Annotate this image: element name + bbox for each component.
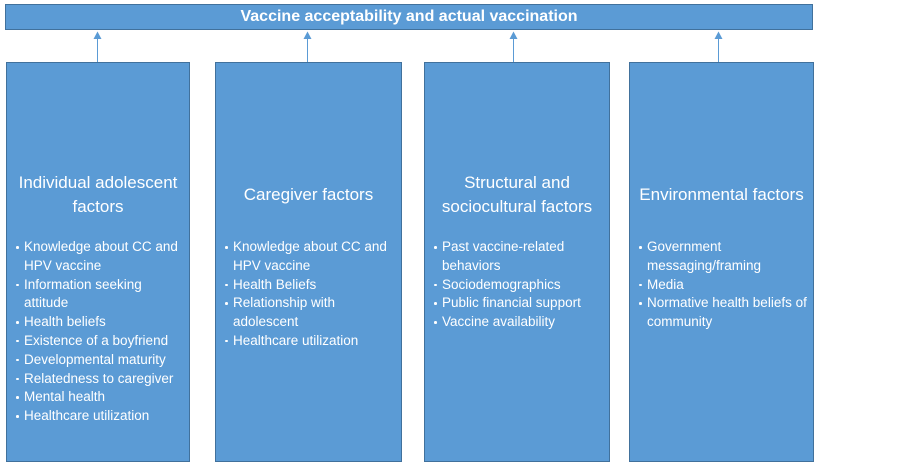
factor-box-caregiver xyxy=(215,62,402,462)
outcome-title: Vaccine acceptability and actual vaccination xyxy=(240,8,578,25)
factor-box-individual xyxy=(6,62,190,462)
list-item: Healthcare utilization xyxy=(224,332,397,351)
factor-list xyxy=(638,238,809,332)
list-item: Mental health xyxy=(15,388,185,407)
list-item: Health Beliefs xyxy=(224,276,397,295)
list-item: Sociodemographics xyxy=(433,276,605,295)
list-item: Relatedness to caregiver xyxy=(15,370,185,389)
list-item: Past vaccine-related behaviors xyxy=(433,238,605,276)
outcome-box xyxy=(5,4,813,30)
list-item: Public financial support xyxy=(433,294,605,313)
list-item: Knowledge about CC and HPV vaccine xyxy=(15,238,185,276)
list-item: Media xyxy=(638,276,809,295)
list-item: Information seeking attitude xyxy=(15,276,185,314)
list-item: Healthcare utilization xyxy=(15,407,185,426)
list-item: Normative health beliefs of community xyxy=(638,294,809,332)
list-item: Health beliefs xyxy=(15,313,185,332)
arrow-up-icon xyxy=(93,31,102,62)
factor-box-environmental xyxy=(629,62,814,462)
factor-box-structural xyxy=(424,62,610,462)
factor-list xyxy=(433,238,605,332)
factor-box-title: Caregiver factors xyxy=(243,185,374,204)
list-item: Existence of a boyfriend xyxy=(15,332,185,351)
factor-list xyxy=(224,238,397,351)
list-item: Knowledge about CC and HPV vaccine xyxy=(224,238,397,276)
list-item: Developmental maturity xyxy=(15,351,185,370)
arrow-up-icon xyxy=(509,31,518,62)
factor-box-title: Structural and sociocultural factors xyxy=(441,173,593,216)
factor-list xyxy=(15,238,185,426)
arrow-up-icon xyxy=(303,31,312,62)
list-item: Vaccine availability xyxy=(433,313,605,332)
arrow-up-icon xyxy=(714,31,723,62)
list-item: Government messaging/framing xyxy=(638,238,809,276)
list-item: Relationship with adolescent xyxy=(224,294,397,332)
factor-box-title: Environmental factors xyxy=(639,185,804,204)
factor-box-title: Individual adolescent factors xyxy=(18,173,178,216)
